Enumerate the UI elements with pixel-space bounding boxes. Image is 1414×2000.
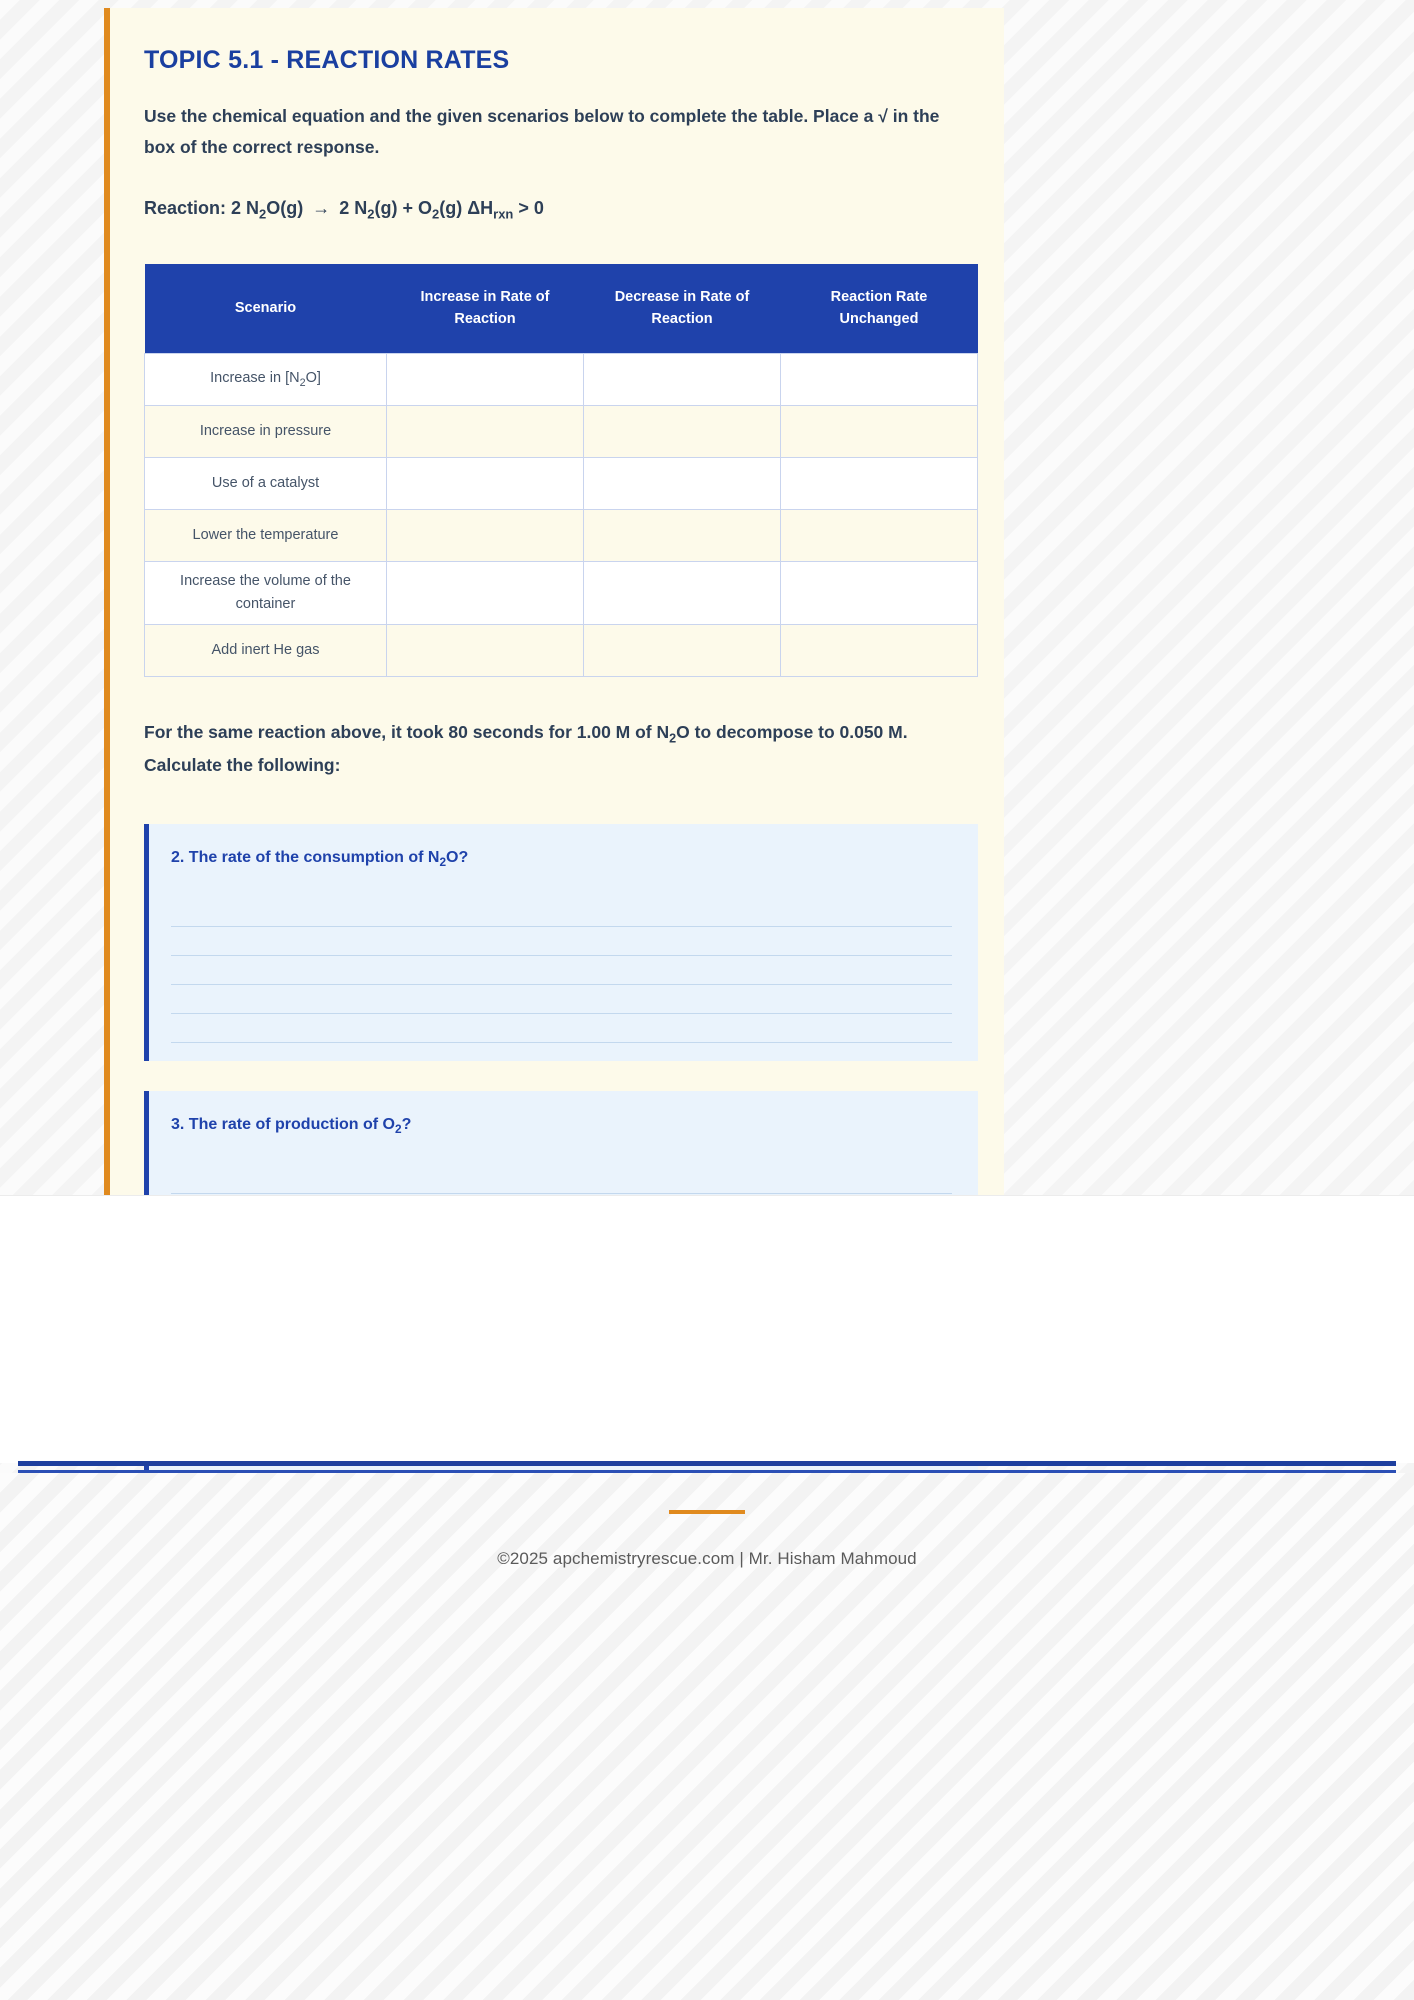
answer-line[interactable]: [171, 927, 952, 956]
reaction-product-state: (g): [439, 198, 463, 219]
scenario-label: Increase in pressure: [145, 405, 387, 457]
answer-line[interactable]: [171, 1165, 952, 1194]
scenario-label: Use of a catalyst: [145, 457, 387, 509]
answer-line[interactable]: [171, 956, 952, 985]
scenario-table: [144, 264, 978, 677]
reaction-product-rest: (g) + O: [374, 198, 433, 219]
footer-credit: ©2025 apchemistryrescue.com | Mr. Hisham Mahmoud: [497, 1549, 917, 1568]
checkbox-cell-decrease[interactable]: [584, 405, 781, 457]
reaction-arrow-icon: →: [312, 198, 331, 219]
reaction-sub-1: 2: [259, 206, 267, 222]
checkbox-cell-increase[interactable]: [387, 353, 584, 405]
page-break-band: [0, 1195, 1414, 1463]
enthalpy-symbol: ΔH: [467, 198, 494, 219]
followup-part-a: For the same reaction above, it took 80 seconds for 1.00 M of N: [144, 722, 670, 743]
table-row: [145, 561, 978, 624]
scenario-label: Increase in $[N_2O]$: [145, 353, 387, 405]
checkbox-cell-decrease[interactable]: [584, 457, 781, 509]
checkbox-cell-decrease[interactable]: [584, 509, 781, 561]
answer-line[interactable]: [171, 898, 952, 927]
enthalpy-subscript: rxn: [493, 206, 514, 222]
checkbox-cell-unchanged[interactable]: [781, 509, 978, 561]
checkbox-cell-unchanged[interactable]: [781, 561, 978, 624]
answer-lines-2[interactable]: [171, 898, 952, 1043]
checkbox-cell-decrease[interactable]: [584, 561, 781, 624]
reaction-label: Reaction:: [144, 198, 227, 219]
page-title: TOPIC 5.1 - REACTION RATES: [144, 46, 510, 74]
checkbox-cell-increase[interactable]: [387, 625, 584, 677]
checkbox-cell-decrease[interactable]: [584, 625, 781, 677]
enthalpy-condition: > 0: [518, 198, 544, 219]
reaction-sub-3: 2: [432, 206, 440, 222]
reaction-sub-2: 2: [367, 206, 375, 222]
column-header-decrease: Decrease in Rate of Reaction: [584, 264, 781, 353]
table-row: [145, 353, 978, 405]
scenario-label: Increase the volume of the container: [145, 561, 387, 624]
question-3-text: 3. The rate of production of $O_2$?: [171, 1116, 412, 1137]
reaction-equation: [144, 198, 970, 222]
footer-divider-primary: [18, 1461, 1396, 1466]
question-box-2: [144, 824, 978, 1061]
table-header-row: [145, 264, 978, 353]
checkbox-cell-unchanged[interactable]: [781, 405, 978, 457]
checkbox-cell-increase[interactable]: [387, 509, 584, 561]
checkbox-cell-unchanged[interactable]: [781, 353, 978, 405]
scenario-label: Add inert He gas: [145, 625, 387, 677]
followup-subscript: 2: [669, 731, 677, 746]
checkbox-cell-unchanged[interactable]: [781, 457, 978, 509]
answer-line[interactable]: [171, 985, 952, 1014]
checkbox-cell-decrease[interactable]: [584, 353, 781, 405]
checkbox-cell-increase[interactable]: [387, 405, 584, 457]
column-header-increase: Increase in Rate of Reaction: [387, 264, 584, 353]
table-row: [145, 509, 978, 561]
answer-line[interactable]: [171, 1014, 952, 1043]
followup-part-b: O to decompose to 0.050 M. Calculate the following:: [144, 722, 908, 775]
reaction-reactant-rest: O(g): [266, 198, 304, 219]
checkbox-cell-increase[interactable]: [387, 561, 584, 624]
checkbox-cell-increase[interactable]: [387, 457, 584, 509]
table-row: [145, 405, 978, 457]
page-footer: [0, 1473, 1414, 2000]
table-row: [145, 457, 978, 509]
reaction-product-coeff: 2 N: [339, 198, 368, 219]
footer-accent-dash: [669, 1510, 745, 1514]
question-2-text: 2. The rate of the consumption of $N_2O$?: [171, 849, 469, 870]
column-header-unchanged: Reaction Rate Unchanged: [781, 264, 978, 353]
instructions-text: Use the chemical equation and the given scenarios below to complete the table. Place a √ in the box of the correct response.: [144, 106, 940, 157]
checkbox-cell-unchanged[interactable]: [781, 625, 978, 677]
followup-prompt: [144, 717, 970, 780]
column-header-scenario: Scenario: [145, 264, 387, 353]
table-row: [145, 625, 978, 677]
scenario-label: Lower the temperature: [145, 509, 387, 561]
reaction-reactant-coeff: 2 N: [231, 198, 260, 219]
